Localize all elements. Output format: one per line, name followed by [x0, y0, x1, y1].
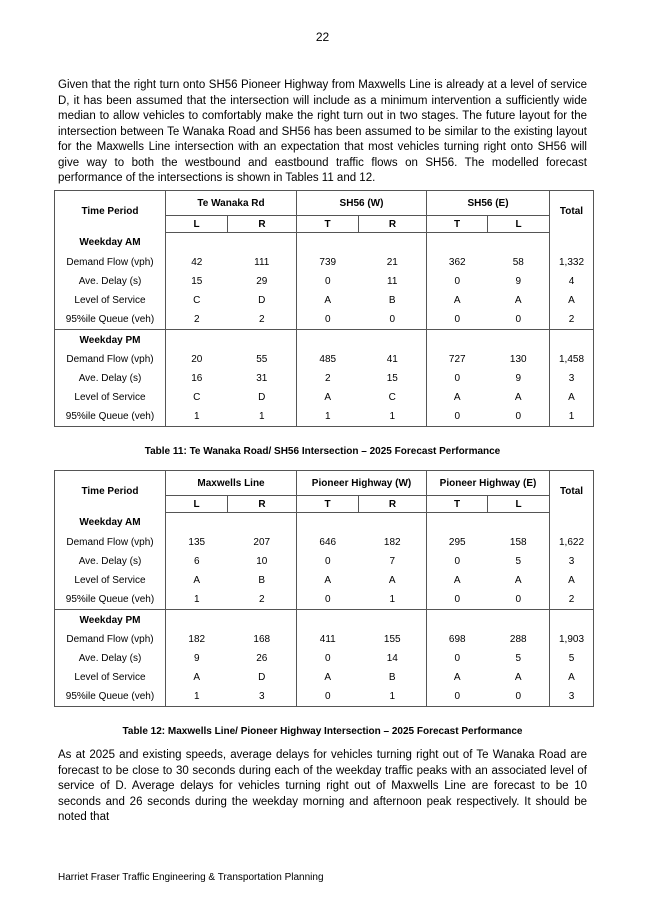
total-cell: A	[550, 388, 594, 407]
value-cell: D	[228, 388, 297, 407]
movement-header: R	[228, 216, 297, 233]
value-cell: 1	[193, 594, 200, 605]
value-cell: 0	[454, 691, 461, 702]
value-cell: 0	[324, 691, 331, 702]
table-row	[55, 687, 594, 707]
value-cell: A	[193, 672, 201, 683]
row-label: 95%ile Queue (veh)	[55, 687, 166, 707]
value-cell: 288	[488, 630, 550, 649]
value-cell: 0	[324, 276, 331, 287]
value-cell: A	[488, 388, 550, 407]
table-row	[55, 369, 594, 388]
value-cell: C	[359, 388, 427, 407]
movement-header: T	[297, 216, 359, 233]
table-11-caption: Table 11: Te Wanaka Road/ SH56 Intersection – 2025 Forecast Performance	[144, 446, 501, 457]
value-cell: 0	[488, 590, 550, 610]
table-row	[55, 291, 594, 310]
group-header: Pioneer Highway (W)	[297, 471, 427, 496]
value-cell: 0	[324, 594, 331, 605]
value-cell: 9	[488, 272, 550, 291]
header-row	[55, 191, 594, 216]
value-cell: 16	[191, 373, 203, 384]
value-cell: 55	[228, 350, 297, 369]
value-cell: C	[193, 392, 201, 403]
value-cell: 5	[488, 649, 550, 668]
table-row	[55, 310, 594, 330]
value-cell: 42	[191, 257, 203, 268]
value-cell: 0	[488, 407, 550, 427]
movement-header: R	[228, 496, 297, 513]
value-cell: 29	[228, 272, 297, 291]
value-cell: 21	[359, 253, 427, 272]
value-cell: 9	[193, 653, 200, 664]
value-cell: 11	[359, 272, 427, 291]
total-cell: 2	[550, 590, 594, 610]
value-cell: 727	[448, 354, 466, 365]
value-cell: 1	[228, 407, 297, 427]
discussion-paragraph: As at 2025 and existing speeds, average delays for vehicles turning right out of Te Wanaka Road are forecast to be close to 30 seconds during each of the weekday traffic peaks with an associated level of service of D. Average delays for vehicles turning right out of Maxwells Line are forecast to be 10 seconds and 26 seconds during the weekday morning and afternoon peak respectively. It should be noted that	[58, 749, 587, 823]
row-label: Ave. Delay (s)	[55, 552, 166, 571]
value-cell: 31	[228, 369, 297, 388]
total-cell: A	[550, 291, 594, 310]
value-cell: 41	[359, 350, 427, 369]
value-cell: 20	[191, 354, 203, 365]
value-cell: 2	[228, 310, 297, 330]
row-label: Demand Flow (vph)	[55, 253, 166, 272]
group-header: Pioneer Highway (E)	[427, 471, 550, 496]
group-header: SH56 (W)	[297, 191, 427, 216]
value-cell: 0	[359, 310, 427, 330]
section-title: Weekday AM	[55, 513, 166, 534]
value-cell: A	[324, 575, 332, 586]
value-cell: A	[488, 571, 550, 590]
total-cell: 5	[550, 649, 594, 668]
value-cell: A	[324, 392, 332, 403]
table-row	[55, 533, 594, 552]
value-cell: 0	[454, 556, 461, 567]
table-row	[55, 668, 594, 687]
value-cell: 1	[359, 407, 427, 427]
value-cell: A	[488, 291, 550, 310]
value-cell: 5	[488, 552, 550, 571]
value-cell: 1	[193, 691, 200, 702]
table-11	[54, 190, 594, 427]
value-cell: 0	[488, 687, 550, 707]
movement-header: L	[488, 496, 550, 513]
movement-header: L	[166, 216, 228, 233]
time-period-header: Time Period	[55, 471, 166, 513]
value-cell: A	[453, 575, 461, 586]
value-cell: 0	[454, 411, 461, 422]
table-12-caption: Table 12: Maxwells Line/ Pioneer Highway Intersection – 2025 Forecast Performance	[122, 726, 523, 737]
table-row	[55, 272, 594, 291]
row-label: Demand Flow (vph)	[55, 533, 166, 552]
row-label: Level of Service	[55, 571, 166, 590]
group-header: Te Wanaka Rd	[166, 191, 297, 216]
row-label: Demand Flow (vph)	[55, 350, 166, 369]
value-cell: 7	[359, 552, 427, 571]
value-cell: 14	[359, 649, 427, 668]
total-cell: A	[550, 668, 594, 687]
table-row	[55, 253, 594, 272]
movement-header: R	[359, 496, 427, 513]
value-cell: 10	[228, 552, 297, 571]
value-cell: 6	[193, 556, 200, 567]
row-label: Ave. Delay (s)	[55, 649, 166, 668]
value-cell: 3	[228, 687, 297, 707]
value-cell: 9	[488, 369, 550, 388]
value-cell: A	[453, 392, 461, 403]
value-cell: B	[359, 291, 427, 310]
table-row	[55, 350, 594, 369]
value-cell: A	[453, 672, 461, 683]
total-header: Total	[550, 471, 594, 513]
value-cell: 0	[454, 314, 461, 325]
value-cell: 0	[454, 276, 461, 287]
section-title: Weekday PM	[55, 610, 166, 631]
value-cell: 0	[324, 314, 331, 325]
movement-header: R	[359, 216, 427, 233]
total-cell: 4	[550, 272, 594, 291]
value-cell: 158	[488, 533, 550, 552]
value-cell: 1	[359, 687, 427, 707]
total-cell: 1,458	[550, 350, 594, 369]
value-cell: 1	[324, 411, 331, 422]
value-cell: A	[324, 295, 332, 306]
page-footer: Harriet Fraser Traffic Engineering & Transportation Planning	[58, 872, 324, 883]
section-row	[55, 513, 594, 534]
table-row	[55, 630, 594, 649]
total-header: Total	[550, 191, 594, 233]
value-cell: 0	[454, 594, 461, 605]
value-cell: 15	[359, 369, 427, 388]
group-header: Maxwells Line	[166, 471, 297, 496]
value-cell: 485	[319, 354, 337, 365]
value-cell: 362	[448, 257, 466, 268]
value-cell: A	[193, 575, 201, 586]
value-cell: 15	[191, 276, 203, 287]
value-cell: B	[359, 668, 427, 687]
section-row	[55, 610, 594, 631]
value-cell: D	[228, 668, 297, 687]
row-label: Ave. Delay (s)	[55, 272, 166, 291]
movement-header: T	[297, 496, 359, 513]
row-label: Demand Flow (vph)	[55, 630, 166, 649]
table-12	[54, 470, 594, 707]
value-cell: 58	[488, 253, 550, 272]
value-cell: C	[193, 295, 201, 306]
row-label: Level of Service	[55, 668, 166, 687]
value-cell: 135	[188, 537, 206, 548]
value-cell: 168	[228, 630, 297, 649]
value-cell: 411	[319, 634, 336, 645]
section-row	[55, 330, 594, 351]
value-cell: 0	[454, 653, 461, 664]
value-cell: 0	[324, 653, 331, 664]
row-label: Level of Service	[55, 291, 166, 310]
value-cell: A	[488, 668, 550, 687]
movement-header: T	[427, 216, 488, 233]
value-cell: 295	[448, 537, 466, 548]
value-cell: 207	[228, 533, 297, 552]
total-cell: 3	[550, 552, 594, 571]
row-label: Level of Service	[55, 388, 166, 407]
value-cell: 698	[448, 634, 466, 645]
value-cell: 26	[228, 649, 297, 668]
movement-header: T	[427, 496, 488, 513]
value-cell: A	[324, 672, 332, 683]
row-label: 95%ile Queue (veh)	[55, 407, 166, 427]
row-label: 95%ile Queue (veh)	[55, 590, 166, 610]
value-cell: A	[453, 295, 461, 306]
time-period-header: Time Period	[55, 191, 166, 233]
value-cell: 0	[454, 373, 461, 384]
value-cell: 1	[193, 411, 200, 422]
value-cell: A	[359, 571, 427, 590]
table-row	[55, 388, 594, 407]
value-cell: D	[228, 291, 297, 310]
table-row	[55, 649, 594, 668]
page-number: 22	[315, 30, 330, 44]
value-cell: 0	[324, 556, 331, 567]
total-cell: A	[550, 571, 594, 590]
total-cell: 2	[550, 310, 594, 330]
section-row	[55, 233, 594, 254]
value-cell: 0	[488, 310, 550, 330]
value-cell: 739	[319, 257, 337, 268]
value-cell: 182	[188, 634, 206, 645]
header-row	[55, 471, 594, 496]
group-header: SH56 (E)	[427, 191, 550, 216]
movement-header: L	[166, 496, 228, 513]
row-label: 95%ile Queue (veh)	[55, 310, 166, 330]
value-cell: 1	[359, 590, 427, 610]
intro-paragraph: Given that the right turn onto SH56 Pioneer Highway from Maxwells Line is already at a level of service D, it has been assumed that the intersection will include as a minimum intervention a sufficiently wide median to allow vehicles to comfortably make the right turn out in two stages. The future layout for the intersection between Te Wanaka Road and SH56 has been assumed to be similar to the existing layout for the Maxwells Line intersection with an expectation that most vehicles turning right onto SH56 will give way to both the westbound and eastbound traffic flows on SH56. The modelled forecast performance of the intersections is shown in Tables 11 and 12.	[58, 79, 587, 184]
section-title: Weekday AM	[55, 233, 166, 254]
value-cell: 646	[319, 537, 337, 548]
total-cell: 3	[550, 369, 594, 388]
value-cell: 130	[488, 350, 550, 369]
value-cell: 2	[228, 590, 297, 610]
row-label: Ave. Delay (s)	[55, 369, 166, 388]
total-cell: 1,622	[550, 533, 594, 552]
total-cell: 3	[550, 687, 594, 707]
total-cell: 1,332	[550, 253, 594, 272]
total-cell: 1,903	[550, 630, 594, 649]
table-row	[55, 590, 594, 610]
table-row	[55, 407, 594, 427]
total-cell: 1	[550, 407, 594, 427]
value-cell: 155	[359, 630, 427, 649]
value-cell: 182	[359, 533, 427, 552]
section-title: Weekday PM	[55, 330, 166, 351]
value-cell: 2	[193, 314, 200, 325]
value-cell: 2	[324, 373, 331, 384]
movement-header: L	[488, 216, 550, 233]
value-cell: B	[228, 571, 297, 590]
table-row	[55, 571, 594, 590]
table-row	[55, 552, 594, 571]
value-cell: 111	[228, 253, 297, 272]
